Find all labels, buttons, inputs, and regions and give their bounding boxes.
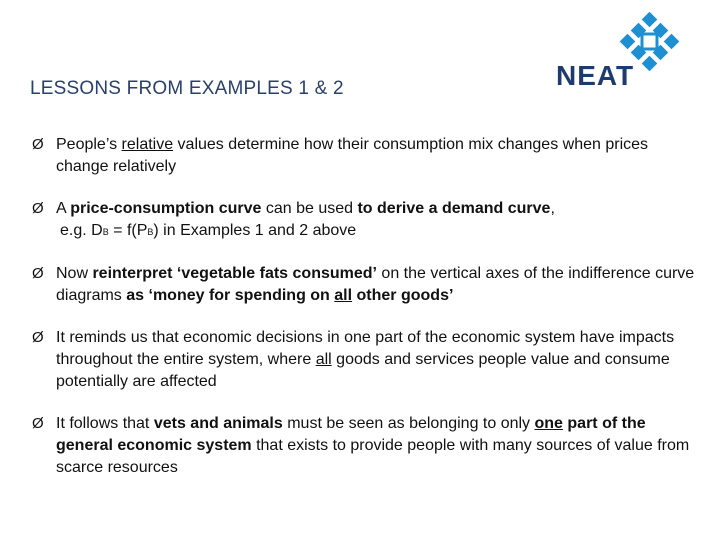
bullet-item: Ø It reminds us that economic decisions in one part of the economic system have impacts throughout the entire system, where all goods and services people value and consume potentially are affected — [32, 329, 675, 390]
arrowhead-bullet-icon: Ø — [32, 415, 44, 432]
bullet-item: Ø People’s relative values determine how their consumption mix changes when prices change relatively — [32, 136, 649, 175]
bullet-item: Ø It follows that vets and animals must be seen as belonging to only one part of the general economic system that exists to provide people with many sources of value from scarce resources — [32, 415, 690, 476]
arrowhead-bullet-icon: Ø — [32, 136, 44, 153]
slide-title: LESSONS FROM EXAMPLES 1 & 2 — [30, 78, 344, 99]
neat-logo — [556, 10, 696, 91]
bullet-item: Ø A price-consumption curve can be used to derive a demand curve, e.g. DB = f(PB) in Examples 1 and 2 above — [32, 200, 555, 239]
arrowhead-bullet-icon: Ø — [32, 200, 44, 217]
bullet-item: Ø Now reinterpret ‘vegetable fats consumed’ on the vertical axes of the indifference curve diagrams as ‘money for spending on all other goods’ — [32, 265, 695, 304]
arrowhead-bullet-icon: Ø — [32, 265, 44, 282]
neat-diamond-logo-icon — [618, 10, 690, 82]
demand-formula-line: e.g. DB = f(PB) in Examples 1 and 2 above — [60, 222, 357, 239]
bullet-list — [32, 134, 702, 499]
logo-wordmark: NEAT — [556, 60, 635, 91]
arrowhead-bullet-icon: Ø — [32, 329, 44, 346]
